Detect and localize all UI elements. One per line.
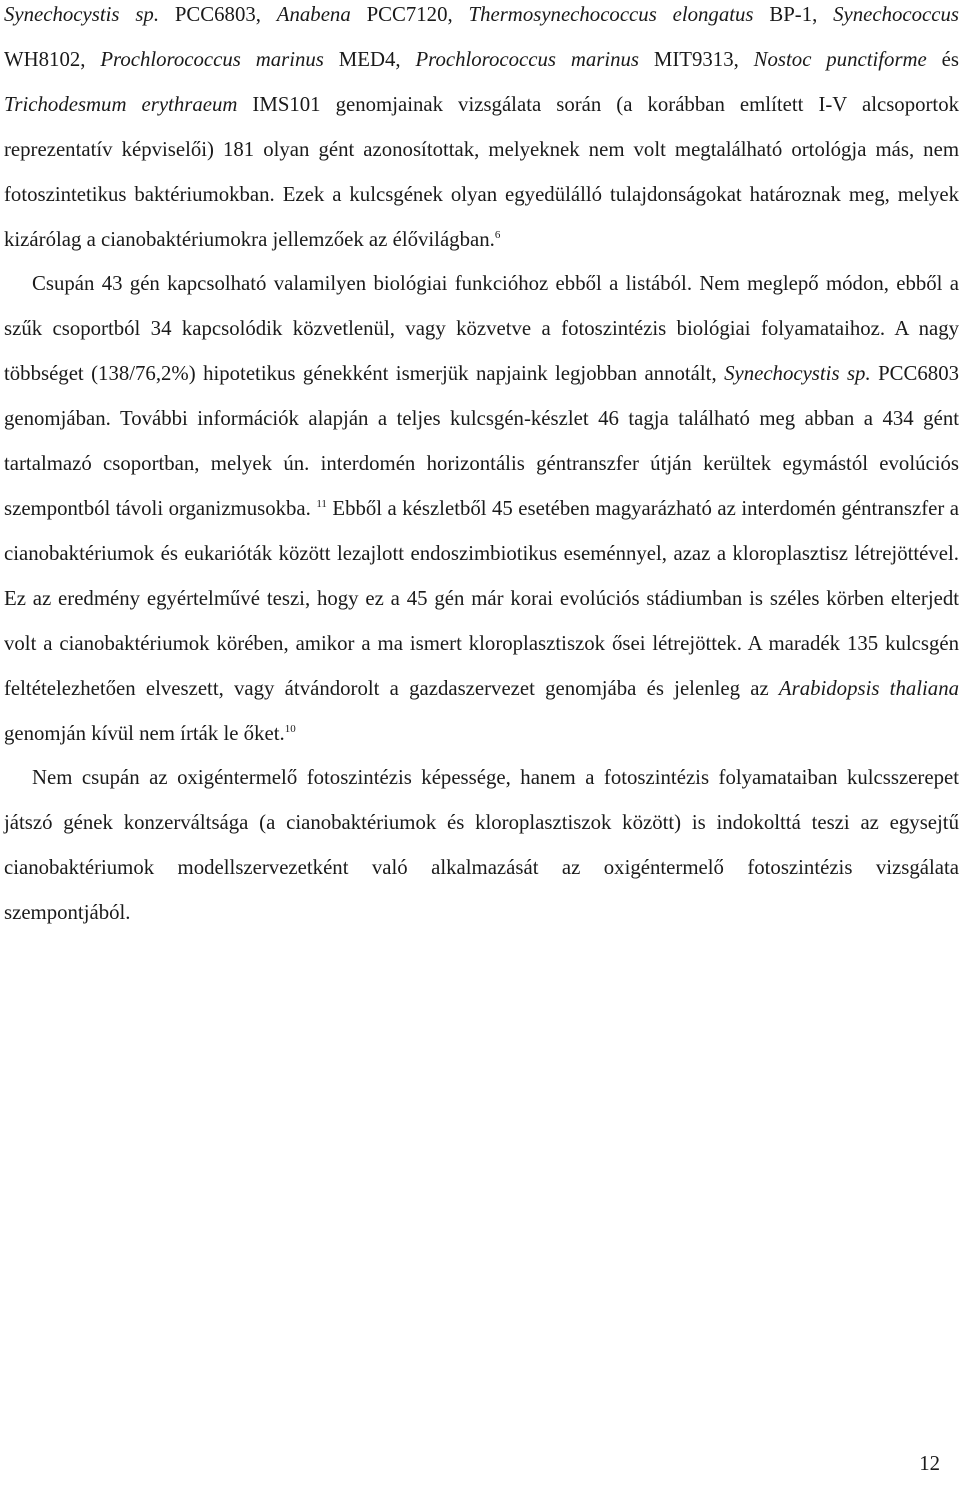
text-run: PCC6803, (159, 3, 277, 26)
text-run: Nem csupán az oxigéntermelő fotoszintézis képessége, hanem a fotoszintézis folyamataiban kulcsszerepet játszó gének konzerváltsága (a cianobaktériumok és kloroplasztiszok között) is indokolttá teszi az egysejtű cianobaktériumok modellszervezetként való alkalmazását az oxigéntermelő fotoszintézis vizsgálata szempontjából. (4, 766, 959, 925)
page-number: 12 (919, 1452, 940, 1475)
body-text (4, 0, 959, 936)
italic-term: Nostoc punctiforme (753, 47, 927, 71)
text-run: Csupán 43 gén kapcsolható valamilyen biológiai funkcióhoz ebből a listából. Nem meglepő módon, ebből a szűk csoportból 34 kapcsolódik közvetlenül, vagy közvetve a fotoszintézis biológiai folyamataihoz. A nagy többséget (138/76,2%) hipotetikus génekként ismerjük napjaink legjobban annotált, (4, 272, 959, 386)
text-run: BP-1, (753, 3, 834, 26)
text-run: IMS101 genomjainak vizsgálata során (a korábban említett I-V alcsoportok reprezentatív képviselői) 181 olyan gént azonosítottak, melyeknek nem volt megtalálható ortológja más, nem fotoszintetikus baktériumokban. Ezek a kulcsgének olyan egyedülálló tulajdonságokat határoznak meg, melyek kizárólag a cianobaktériumokra jellemzőek az élővilágban. (4, 92, 959, 251)
italic-term: Anabena (276, 3, 351, 26)
text-run: MIT9313, (639, 47, 754, 71)
paragraph-1 (4, 0, 959, 262)
text-run: PCC6803 genomjában. További információk alapján a teljes kulcsgén-készlet 46 tagja található meg abban a 434 gént tartalmazó csoportban, melyek ún. interdomén horizontális géntranszfer útján kerültek egymástól evolúciós szempontból távoli organizmusokba. (4, 362, 959, 520)
italic-term: Prochlorococcus marinus (100, 47, 324, 71)
footnote-ref: 6 (494, 228, 501, 241)
paragraph-2 (4, 262, 959, 756)
italic-term: Trichodesmum erythraeum (4, 92, 238, 116)
footnote-ref: 11 (316, 498, 327, 511)
text-run: genomján kívül nem írták le őket. (4, 721, 285, 745)
text-run: WH8102, (4, 47, 101, 71)
text-run: Ebből a készletből 45 esetében magyarázható az interdomén géntranszfer a cianobaktériumok és eukarióták között lezajlott endoszimbiotikus eseménnyel, azaz a kloroplasztisz létrejöttével. Ez az eredmény egyértelművé teszi, hogy ez a 45 gén már korai evolúciós stádiumban is széles körben elterjedt volt a cianobaktériumok körében, amikor a ma ismert kloroplasztiszok ősei létrejöttek. A maradék 135 kulcsgén feltételezhetően elveszett, vagy átvándorolt a gazdaszervezet genomjába és jelenleg az (4, 496, 959, 700)
italic-term: Synechococcus (833, 3, 959, 26)
footnote-ref: 10 (284, 722, 296, 735)
italic-term: Thermosynechococcus elongatus (468, 3, 754, 26)
text-run: MED4, (323, 47, 416, 71)
italic-term: Arabidopsis thaliana (778, 676, 959, 700)
italic-term: Synechocystis sp. (724, 362, 871, 386)
paragraph-3 (4, 756, 959, 936)
italic-term: Prochlorococcus marinus (415, 47, 640, 71)
text-run: és (926, 47, 959, 71)
text-run: PCC7120, (350, 3, 469, 26)
italic-term: Synechocystis sp. (4, 3, 160, 26)
